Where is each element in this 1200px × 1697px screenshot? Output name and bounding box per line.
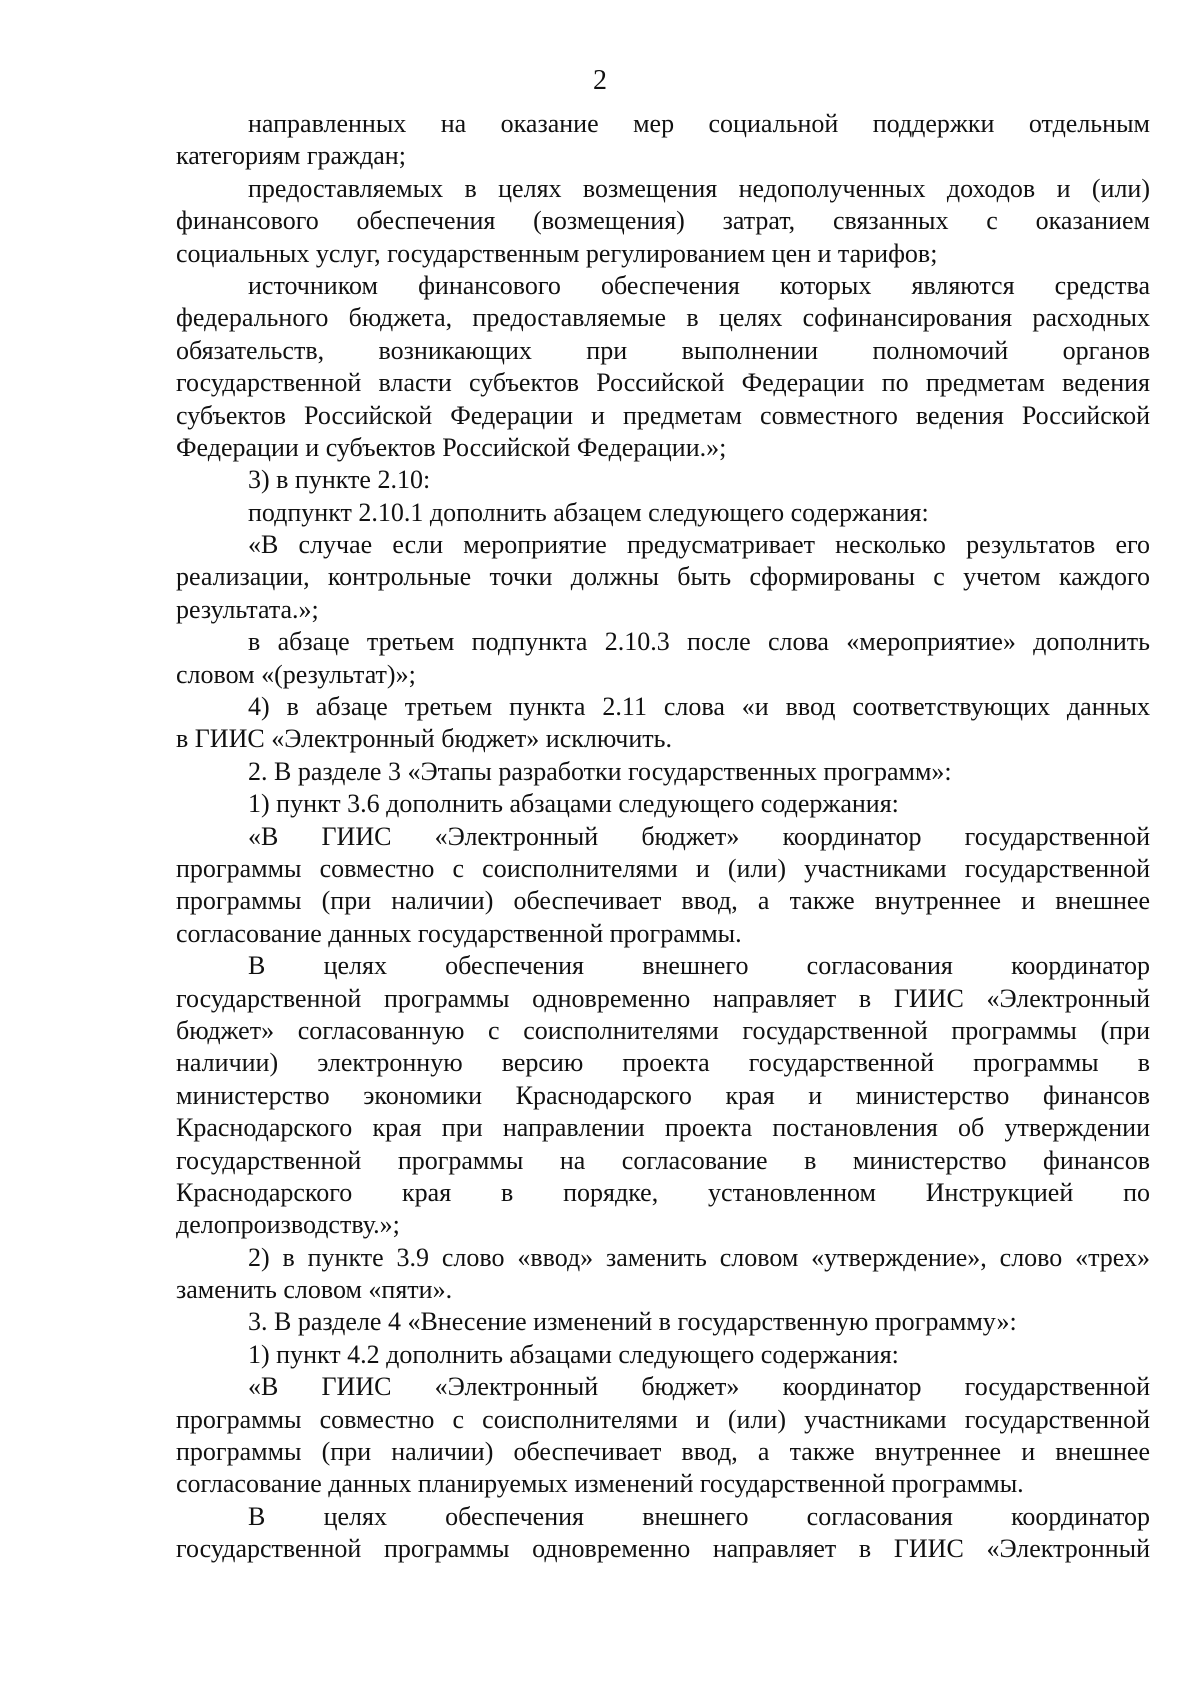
text-line: согласование данных планируемых изменений государственной программы.	[176, 1469, 1024, 1499]
text-line: в ГИИС «Электронный бюджет» исключить.	[176, 724, 673, 754]
text-line: 1) пункт 4.2 дополнить абзацами следующего содержания:	[248, 1339, 899, 1369]
text-line: государственной программы одновременно направляет в ГИИС «Электронный	[176, 983, 1150, 1013]
text-line: направленных на оказание мер социальной поддержки отдельным	[248, 109, 1150, 138]
text-line: 4) в абзаце третьем пункта 2.11 слова «и ввод соответствующих данных	[248, 692, 1150, 722]
text-line: государственной программы одновременно направляет в ГИИС «Электронный	[176, 1534, 1150, 1564]
text-line: программы (при наличии) обеспечивает ввод, а также внутреннее и внешнее	[176, 1437, 1150, 1467]
text-line: финансового обеспечения (возмещения) затрат, связанных с оказанием	[176, 206, 1150, 236]
text-line: социальных услуг, государственным регулированием цен и тарифов;	[176, 238, 938, 268]
text-line: 2) в пункте 3.9 слово «ввод» заменить словом «утверждение», слово «трех»	[248, 1242, 1150, 1272]
text-line: предоставляемых в целях возмещения недополученных доходов и (или)	[248, 173, 1150, 203]
text-line: министерство экономики Краснодарского края и министерство финансов	[176, 1080, 1150, 1110]
page-number: 2	[593, 65, 607, 96]
text-line: «В ГИИС «Электронный бюджет» координатор государственной	[248, 1372, 1150, 1402]
text-line: 2. В разделе 3 «Этапы разработки государственных программ»:	[248, 756, 952, 786]
text-line: словом «(результат)»;	[176, 659, 416, 689]
text-line: в абзаце третьем подпункта 2.10.3 после слова «мероприятие» дополнить	[248, 627, 1150, 657]
text-line: обязательств, возникающих при выполнении полномочий органов	[176, 335, 1150, 365]
text-line: реализации, контрольные точки должны быть сформированы с учетом каждого	[176, 562, 1150, 592]
text-line: Краснодарского края при направлении проекта постановления об утверждении	[176, 1113, 1150, 1143]
text-line: согласование данных государственной программы.	[176, 918, 742, 948]
text-line: 3) в пункте 2.10:	[248, 465, 431, 495]
text-line: программы (при наличии) обеспечивает ввод, а также внутреннее и внешнее	[176, 886, 1150, 916]
text-line: 1) пункт 3.6 дополнить абзацами следующего содержания:	[248, 789, 899, 819]
text-line: наличии) электронную версию проекта государственной программы в	[176, 1048, 1150, 1078]
document-body	[176, 108, 1150, 1566]
text-line: федерального бюджета, предоставляемые в целях софинансирования расходных	[176, 303, 1150, 333]
text-line: «В ГИИС «Электронный бюджет» координатор государственной	[248, 821, 1150, 851]
text-line: В целях обеспечения внешнего согласования координатор	[248, 951, 1150, 981]
text-line: подпункт 2.10.1 дополнить абзацем следующего содержания:	[248, 497, 929, 527]
text-line: 3. В разделе 4 «Внесение изменений в государственную программу»:	[248, 1307, 1017, 1337]
text-line: государственной программы на согласование в министерство финансов	[176, 1145, 1150, 1175]
text-line: программы совместно с соисполнителями и (или) участниками государственной	[176, 853, 1150, 883]
text-line: результата.»;	[176, 594, 319, 624]
text-line: источником финансового обеспечения которых являются средства	[248, 270, 1150, 300]
text-line: категориям граждан;	[176, 141, 406, 171]
text-line: государственной власти субъектов Российской Федерации по предметам ведения	[176, 368, 1150, 398]
text-line: «В случае если мероприятие предусматривает несколько результатов его	[248, 530, 1150, 560]
text-line: бюджет» согласованную с соисполнителями государственной программы (при	[176, 1015, 1150, 1045]
text-line: заменить словом «пяти».	[176, 1275, 453, 1305]
text-line: В целях обеспечения внешнего согласования координатор	[248, 1501, 1150, 1531]
text-line: Краснодарского края в порядке, установленном Инструкцией по	[176, 1177, 1150, 1207]
text-line: Федерации и субъектов Российской Федерации.»;	[176, 432, 727, 462]
text-line: делопроизводству.»;	[176, 1210, 400, 1240]
text-line: субъектов Российской Федерации и предметам совместного ведения Российской	[176, 400, 1150, 430]
text-line: программы совместно с соисполнителями и (или) участниками государственной	[176, 1404, 1150, 1434]
